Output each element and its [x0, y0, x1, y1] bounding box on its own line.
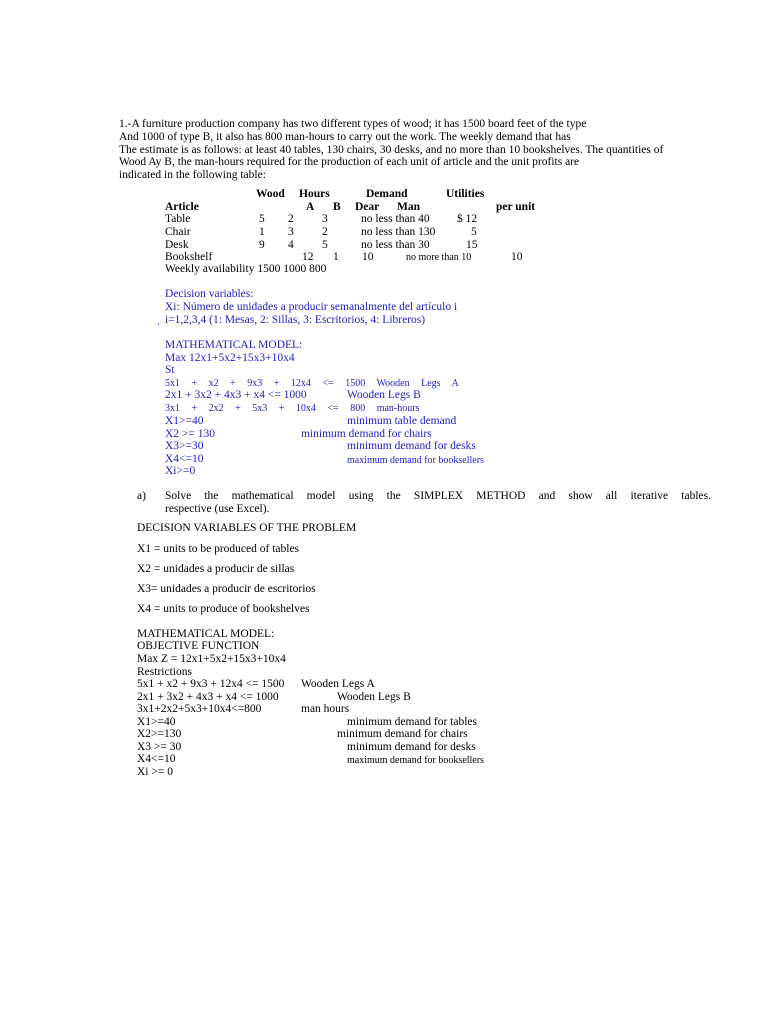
- model-constraint-2-blue: 2x1 + 3x2 + 4x3 + x4 <= 1000: [165, 389, 307, 401]
- stray-marker: .: [157, 316, 160, 328]
- problem-line-3: The estimate is as follows: at least 40 tables, 130 chairs, 30 desks, and no more than 10 bookshelves. The quantities of: [119, 144, 664, 156]
- table-cell-demand: no less than 130: [361, 226, 436, 238]
- table-cell-b: 4: [288, 239, 294, 251]
- model2-restrictions: Restrictions: [137, 666, 192, 678]
- decision-vars-title: DECISION VARIABLES OF THE PROBLEM: [137, 522, 357, 534]
- table-cell-b: 2: [288, 213, 294, 225]
- model2-r8: Xi >= 0: [137, 766, 173, 778]
- table-cell-a: 9: [259, 239, 265, 251]
- model-constraint-8-blue: Xi>=0: [165, 465, 196, 477]
- question-line-2: respective (use Excel).: [165, 503, 270, 515]
- decision-var-x1: X1 = units to be produced of tables: [137, 543, 300, 555]
- table-cell-a: 5: [259, 213, 265, 225]
- decision-var-x4: X4 = units to produce of bookshelves: [137, 603, 310, 615]
- question-line-1: Solve the mathematical model using the SIMPLEX METHOD and show all iterative tables.: [165, 490, 711, 502]
- model-constraint-5-label-blue: minimum demand for chairs: [301, 428, 432, 440]
- decision-line-2-blue: i=1,2,3,4 (1: Mesas, 2: Sillas, 3: Escritorios, 4: Libreros): [165, 314, 426, 326]
- table-header-article: Article: [165, 201, 199, 213]
- table-cell-hours: 10: [362, 251, 374, 263]
- model-constraint-4-label-blue: minimum table demand: [347, 415, 457, 427]
- model-constraint-5-blue: X2 >= 130: [165, 428, 216, 440]
- problem-line-1: 1.-A furniture production company has two different types of wood; it has 1500 board feet of the type: [119, 118, 587, 130]
- table-cell-profit: $ 12: [457, 213, 478, 225]
- model2-r3: 3x1+2x2+5x3+10x4<=800: [137, 703, 262, 715]
- table-header-b: B: [333, 201, 341, 213]
- table-cell-a: 1: [259, 226, 265, 238]
- table-header-a: A: [306, 201, 315, 213]
- table-cell-profit: 15: [466, 239, 478, 251]
- table-row-name: Desk: [165, 239, 189, 251]
- table-cell-a: 12: [302, 251, 314, 263]
- question-marker: a): [137, 490, 146, 502]
- table-cell-profit: 5: [471, 226, 477, 238]
- table-availability: Weekly availability 1500 1000 800: [165, 263, 327, 275]
- model-constraint-3-blue: 3x1 + 2x2 + 5x3 + 10x4 <= 800 man-hours: [165, 403, 420, 414]
- table-header-wood: Wood: [256, 188, 285, 200]
- table-header-man: Man: [397, 201, 420, 213]
- model2-title: MATHEMATICAL MODEL:: [137, 628, 275, 640]
- decision-var-x3: X3= unidades a producir de escritorios: [137, 583, 316, 595]
- table-row-name: Chair: [165, 226, 191, 238]
- model-constraint-7-blue: X4<=10: [165, 453, 204, 465]
- table-cell-hours: 2: [322, 226, 328, 238]
- table-cell-demand: no less than 30: [361, 239, 430, 251]
- model-constraint-4-blue: X1>=40: [165, 415, 204, 427]
- problem-line-4: Wood Ay B, the man-hours required for the production of each unit of article and the unit profits are: [119, 156, 580, 168]
- table-cell-profit: 10: [511, 251, 523, 263]
- model2-r6: X3 >= 30: [137, 741, 182, 753]
- model-constraint-6-label-blue: minimum demand for desks: [347, 440, 476, 452]
- model2-objective-title: OBJECTIVE FUNCTION: [137, 640, 260, 652]
- model-objective-blue: Max 12x1+5x2+15x3+10x4: [165, 352, 295, 364]
- table-header-dear: Dear: [355, 201, 380, 213]
- model2-r2-label: Wooden Legs B: [337, 691, 411, 703]
- decision-line-1-blue: Xi: Número de unidades a producir semanalmente del artículo i: [165, 301, 458, 313]
- model2-r5-label: minimum demand for chairs: [337, 728, 468, 740]
- model-title-blue: MATHEMATICAL MODEL:: [165, 339, 303, 351]
- table-header-demand: Demand: [366, 188, 408, 200]
- model2-objective: Max Z = 12x1+5x2+15x3+10x4: [137, 653, 286, 665]
- table-cell-hours: 5: [322, 239, 328, 251]
- table-header-utilities: Utilities: [446, 188, 485, 200]
- table-cell-demand: no less than 40: [361, 213, 430, 225]
- decision-title-blue: Decision variables:: [165, 288, 254, 300]
- decision-var-x2: X2 = unidades a producir de sillas: [137, 563, 295, 575]
- model2-r3-label: man hours: [301, 703, 350, 715]
- model-constraint-1-blue: 5x1 + x2 + 9x3 + 12x4 <= 1500 Wooden Legs A: [165, 378, 459, 389]
- problem-line-2: And 1000 of type B, it also has 800 man-hours to carry out the work. The weekly demand that has: [119, 131, 571, 143]
- table-row-name: Bookshelf: [165, 251, 213, 263]
- table-cell-b: 1: [333, 251, 339, 263]
- model2-r7: X4<=10: [137, 753, 176, 765]
- table-header-hours: Hours: [299, 188, 330, 200]
- model2-r7-label: maximum demand for booksellers: [347, 755, 484, 766]
- model2-r2: 2x1 + 3x2 + 4x3 + x4 <= 1000: [137, 691, 279, 703]
- model-constraint-2-label-blue: Wooden Legs B: [347, 389, 421, 401]
- model2-r4: X1>=40: [137, 716, 176, 728]
- table-header-per-unit: per unit: [496, 201, 536, 213]
- model2-r4-label: minimum demand for tables: [347, 716, 477, 728]
- model-constraint-7-label-blue: maximum demand for booksellers: [347, 455, 484, 466]
- model2-r5: X2>=130: [137, 728, 182, 740]
- model2-r1: 5x1 + x2 + 9x3 + 12x4 <= 1500: [137, 678, 285, 690]
- model2-r6-label: minimum demand for desks: [347, 741, 476, 753]
- model2-r1-label: Wooden Legs A: [301, 678, 375, 690]
- table-cell-b: 3: [288, 226, 294, 238]
- problem-line-5: indicated in the following table:: [119, 169, 266, 181]
- table-cell-demand: no more than 10: [406, 252, 472, 263]
- model-st-blue: St: [165, 364, 175, 376]
- table-cell-hours: 3: [322, 213, 328, 225]
- model-constraint-6-blue: X3>=30: [165, 440, 204, 452]
- table-row-name: Table: [165, 213, 191, 225]
